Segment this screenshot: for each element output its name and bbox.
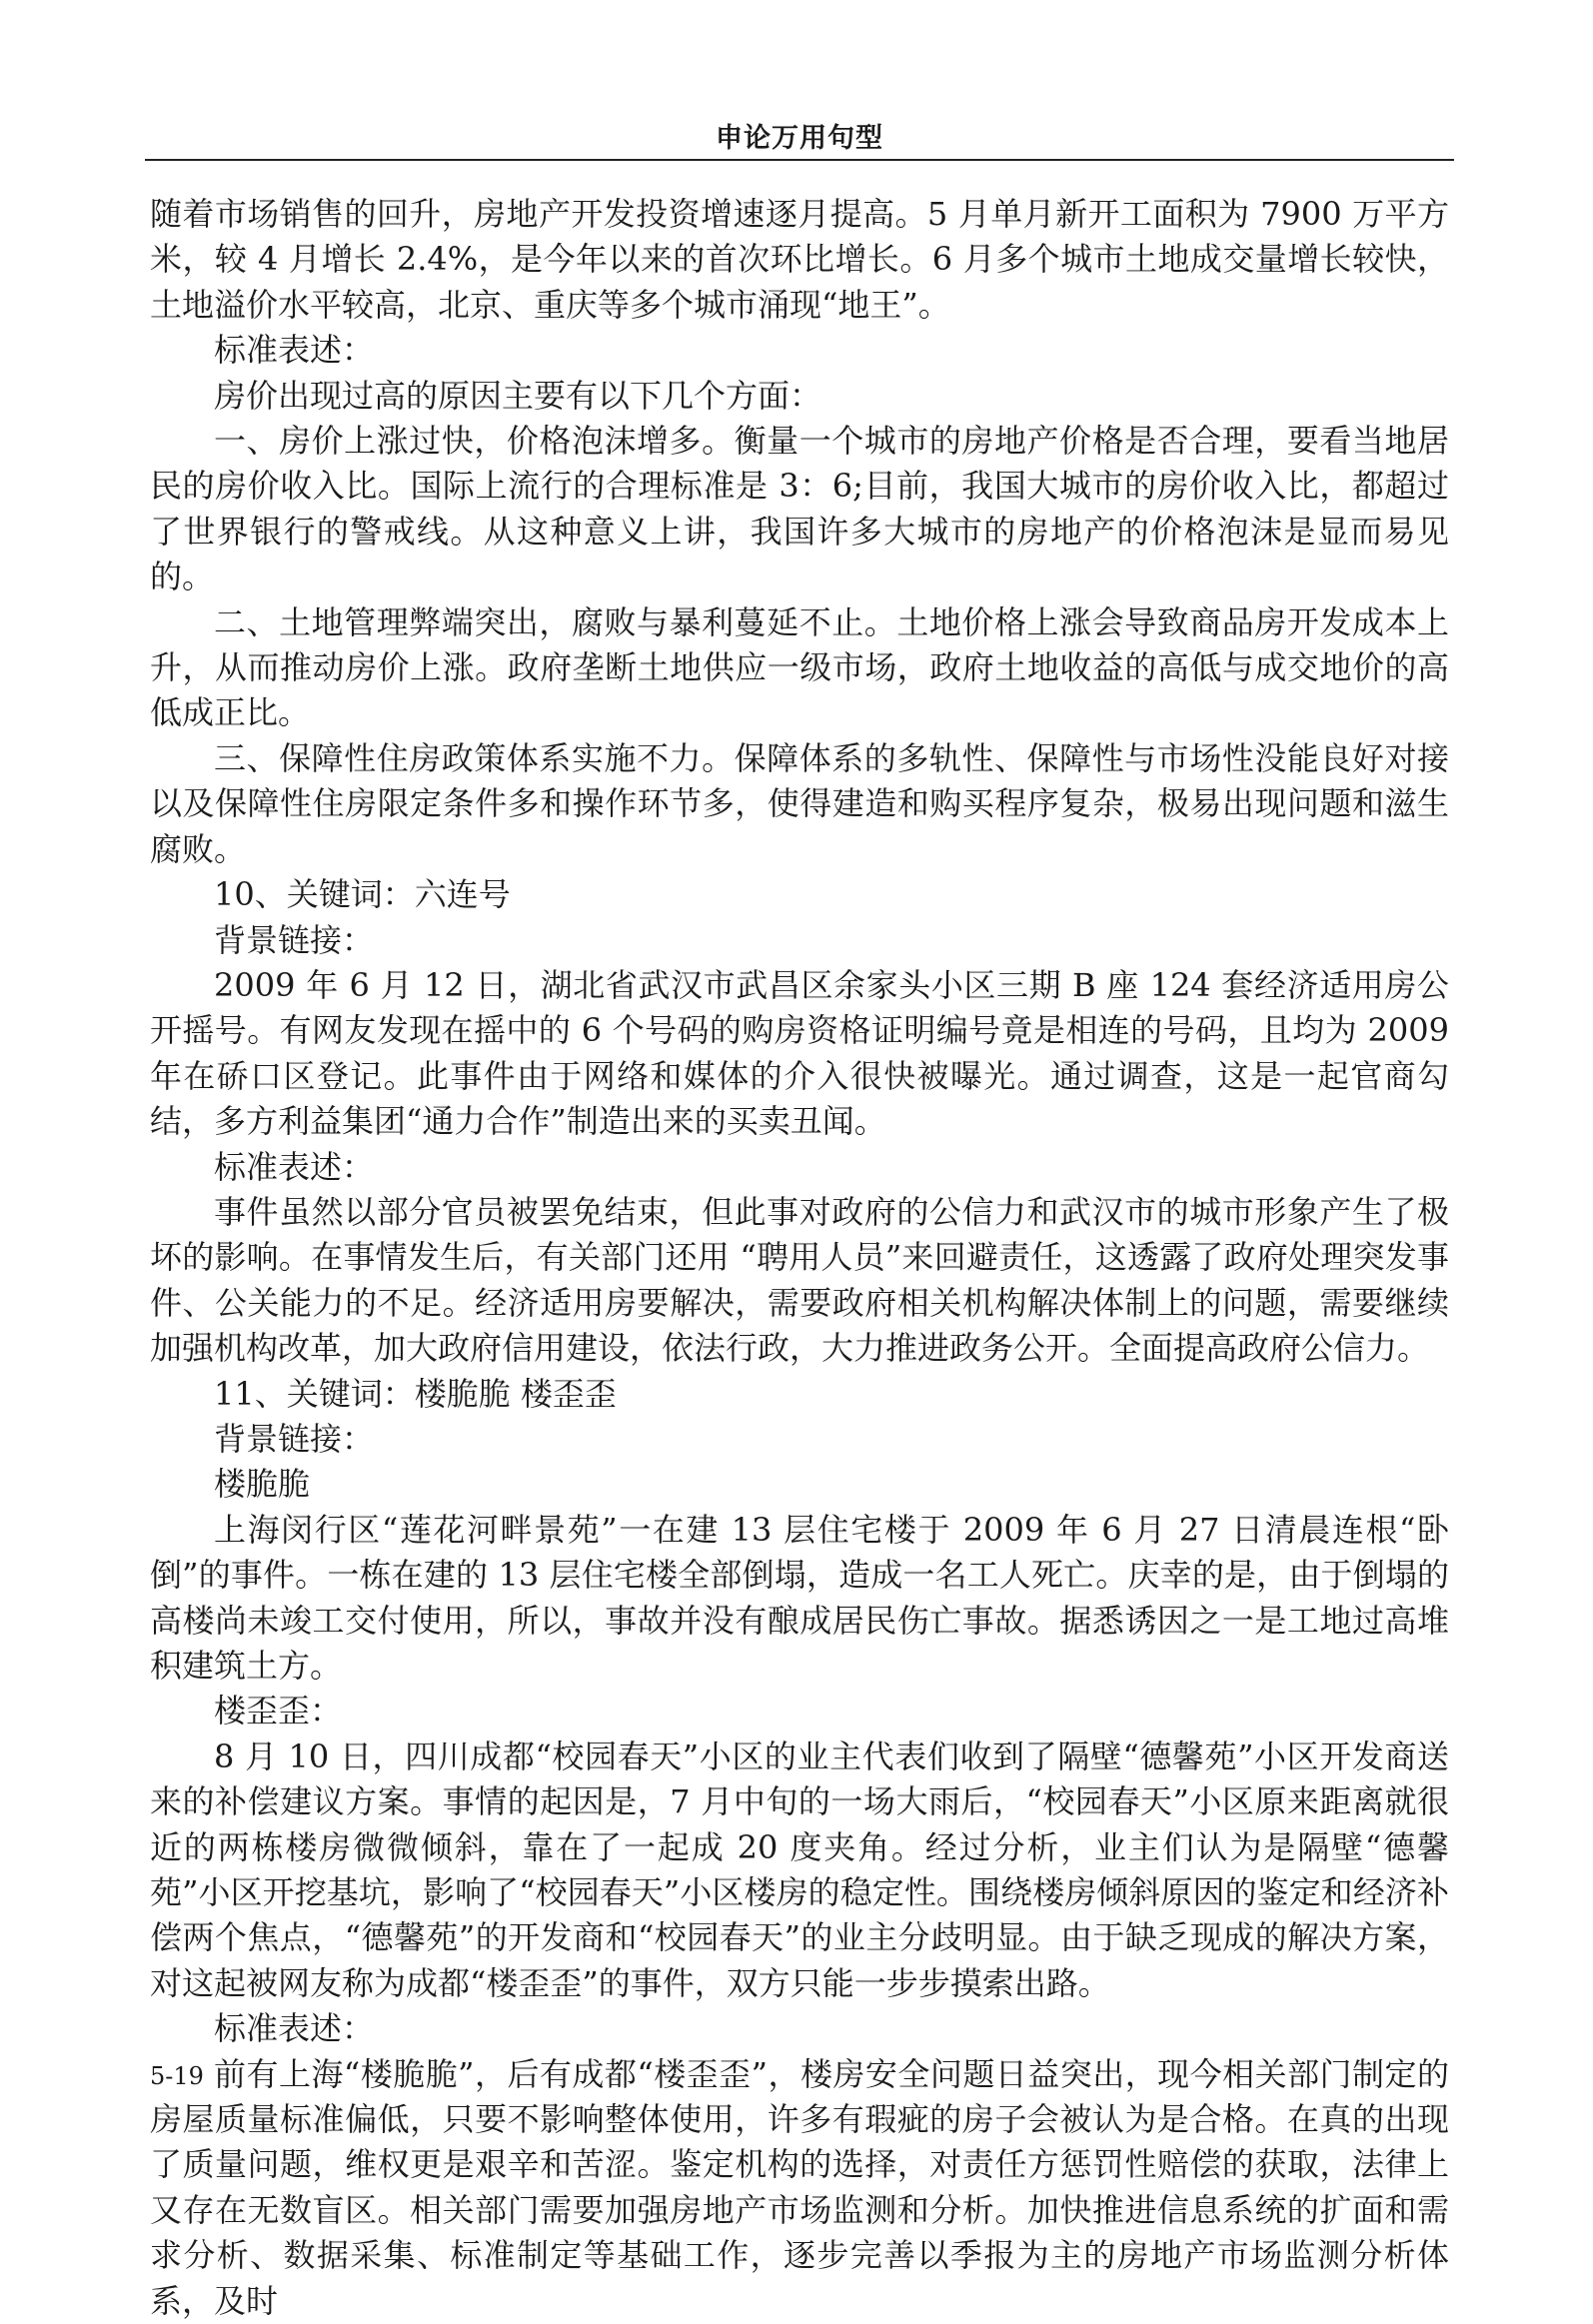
running-header: 申论万用句型	[716, 123, 883, 154]
section-label: 背景链接：	[214, 920, 375, 959]
paragraph: 事件虽然以部分官员被罢免结束，但此事对政府的公信力和武汉市的城市形象产生了极坏的影响。在事情发生后，有关部门还用 “聘用人员”来回避责任，这透露了政府处理突发事件、公关能力的不足。经济适用房要解决，需要政府相关机构解决体制上的问题，需要继续加强机构改革，加大政府信用建设，依法行政，大力推进政务公开。全面提高政府公信力。	[150, 1192, 1449, 1368]
keyword-heading: 11、关键词：楼脆脆 楼歪歪	[214, 1374, 617, 1413]
paragraph: 二、土地管理弊端突出，腐败与暴利蔓延不止。土地价格上涨会导致商品房开发成本上升，从而推动房价上涨。政府垄断土地供应一级市场，政府土地收益的高低与成交地价的高低成正比。	[150, 602, 1449, 732]
paragraph: 上海闵行区“莲花河畔景苑”一在建 13 层住宅楼于 2009 年 6 月 27 日清晨连根“卧倒”的事件。一栋在建的 13 层住宅楼全部倒塌，造成一名工人死亡。庆幸的是，由于倒塌的高楼尚未竣工交付使用，所以，事故并没有酿成居民伤亡事故。据悉诱因之一是工地过高堆积建筑土方。	[150, 1510, 1449, 1685]
sub-heading: 楼脆脆	[214, 1465, 311, 1504]
keyword-heading: 10、关键词：六连号	[214, 875, 511, 914]
page-number: 5-19	[150, 2062, 204, 2090]
section-label: 标准表述：	[214, 1147, 375, 1186]
header-divider	[145, 159, 1454, 161]
paragraph: 前有上海“楼脆脆”，后有成都“楼歪歪”，楼房安全问题日益突出，现今相关部门制定的房屋质量标准偏低，只要不影响整体使用，许多有瑕疵的房子会被认为是合格。在真的出现了质量问题，维权更是艰辛和苦涩。鉴定机构的选择，对责任方惩罚性赔偿的获取，法律上又存在无数盲区。相关部门需要加强房地产市场监测和分析。加快推进信息系统的扩面和需求分析、数据采集、标准制定等基础工作，逐步完善以季报为主的房地产市场监测分析体系，及时	[150, 2054, 1449, 2320]
paragraph: 8 月 10 日，四川成都“校园春天”小区的业主代表们收到了隔壁“德馨苑”小区开发商送来的补偿建议方案。事情的起因是，7 月中旬的一场大雨后，“校园春天”小区原来距离就很近的两栋楼房微微倾斜，靠在了一起成 20 度夹角。经过分析，业主们认为是隔壁“德馨苑”小区开挖基坑，影响了“校园春天”小区楼房的稳定性。围绕楼房倾斜原因的鉴定和经济补偿两个焦点，“德馨苑”的开发商和“校园春天”的业主分歧明显。由于缺乏现成的解决方案，对这起被网友称为成都“楼歪歪”的事件，双方只能一步步摸索出路。	[150, 1737, 1449, 2002]
document-body	[150, 192, 1449, 2324]
section-label: 标准表述：	[214, 331, 375, 370]
paragraph: 房价出现过高的原因主要有以下几个方面：	[214, 376, 822, 415]
paragraph: 三、保障性住房政策体系实施不力。保障体系的多轨性、保障性与市场性没能良好对接以及保障性住房限定条件多和操作环节多，使得建造和购买程序复杂，极易出现问题和滋生腐败。	[150, 738, 1449, 868]
section-label: 标准表述：	[214, 2009, 375, 2048]
section-label: 背景链接：	[214, 1419, 375, 1458]
paragraph: 一、房价上涨过快，价格泡沫增多。衡量一个城市的房地产价格是否合理，要看当地居民的房价收入比。国际上流行的合理标准是 3：6;目前，我国大城市的房价收入比，都超过了世界银行的警戒线。从这种意义上讲，我国许多大城市的房地产的价格泡沫是显而易见的。	[150, 422, 1449, 596]
sub-heading: 楼歪歪：	[214, 1692, 343, 1731]
paragraph: 随着市场销售的回升，房地产开发投资增速逐月提高。5 月单月新开工面积为 7900 万平方米，较 4 月增长 2.4%，是今年以来的首次环比增长。6 月多个城市土地成交量增长较快，土地溢价水平较高，北京、重庆等多个城市涌现“地王”。	[150, 195, 1449, 324]
paragraph: 2009 年 6 月 12 日，湖北省武汉市武昌区余家头小区三期 B 座 124 套经济适用房公开摇号。有网友发现在摇中的 6 个号码的购房资格证明编号竟是相连的号码，且均为 2009 年在硚口区登记。此事件由于网络和媒体的介入很快被曝光。通过调查，这是一起官商勾结，多方利益集团“通力合作”制造出来的买卖丑闻。	[150, 965, 1449, 1141]
